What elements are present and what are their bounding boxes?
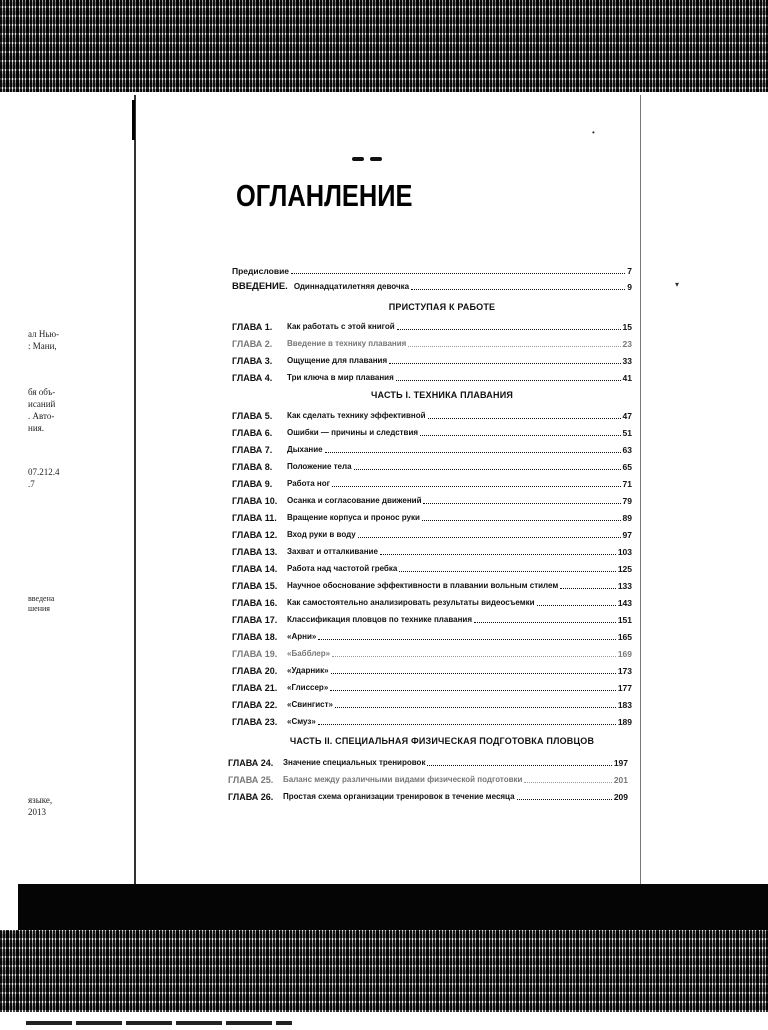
chapter-title: Как работать с этой книгой <box>287 322 395 331</box>
leader-dots <box>517 799 612 800</box>
chapter-title: Три ключа в мир плавания <box>287 373 394 382</box>
chapter-title: Работа ног <box>287 479 330 488</box>
chapter-label: ГЛАВА 22. <box>232 700 278 710</box>
toc-row-chapter <box>228 754 628 768</box>
leader-dots <box>335 707 616 708</box>
chapter-title: «Смуз» <box>287 717 316 726</box>
toc-row-chapter <box>232 560 632 574</box>
leader-dots <box>325 452 621 453</box>
leader-dots <box>427 765 611 766</box>
toc-entry-label: ВВЕДЕНИЕ. <box>232 281 288 292</box>
page-title: ОГЛАНЛЕНИЕ <box>236 178 413 213</box>
left-fragment: введена шения <box>28 594 55 613</box>
page-edge-right <box>640 95 641 885</box>
leader-dots <box>423 503 620 504</box>
chapter-page-number: 189 <box>617 717 632 727</box>
chapter-label: ГЛАВА 5. <box>232 411 273 421</box>
leader-dots <box>389 363 620 364</box>
chapter-page-number: 97 <box>622 530 632 540</box>
leader-dots <box>537 605 616 606</box>
chapter-page-number: 173 <box>617 666 632 676</box>
toc-row-chapter <box>232 458 632 472</box>
leader-dots <box>524 782 611 783</box>
chapter-label: ГЛАВА 9. <box>232 479 273 489</box>
chapter-page-number: 63 <box>622 445 632 455</box>
chapter-title: Ошибки — причины и следствия <box>287 428 419 437</box>
toc-row-chapter <box>232 509 632 523</box>
scan-gap <box>0 92 140 102</box>
chapter-page-number: 209 <box>613 792 628 802</box>
leader-dots <box>422 520 621 521</box>
leader-dots <box>420 435 620 436</box>
scan-bottom-strip <box>0 1012 768 1024</box>
chapter-label: ГЛАВА 10. <box>232 496 278 506</box>
chapter-page-number: 169 <box>617 649 632 659</box>
chapter-title: Простая схема организации тренировок в течение месяца <box>283 792 515 801</box>
scan-noise-top <box>0 0 768 92</box>
section-heading: ЧАСТЬ I. ТЕХНИКА ПЛАВАНИЯ <box>370 390 514 400</box>
chapter-label: ГЛАВА 15. <box>232 581 278 591</box>
chapter-title: Дыхание <box>287 445 323 454</box>
chapter-label: ГЛАВА 19. <box>232 649 278 659</box>
toc-row-chapter <box>232 526 632 540</box>
chapter-label: ГЛАВА 7. <box>232 445 273 455</box>
chapter-page-number: 89 <box>622 513 632 523</box>
toc-row-chapter <box>232 407 632 421</box>
toc-row-chapter <box>232 679 632 693</box>
chapter-title: Работа над частотой гребка <box>287 564 398 573</box>
chapter-page-number: 23 <box>622 339 632 349</box>
leader-dots <box>330 690 616 691</box>
leader-dots <box>332 656 616 657</box>
chapter-page-number: 151 <box>617 615 632 625</box>
chapter-label: ГЛАВА 11. <box>232 513 277 523</box>
chapter-label: ГЛАВА 20. <box>232 666 278 676</box>
chapter-page-number: 143 <box>617 598 632 608</box>
chapter-title: Захват и отталкивание <box>287 547 378 556</box>
chapter-title: Вращение корпуса и пронос руки <box>287 513 420 522</box>
chapter-page-number: 103 <box>617 547 632 557</box>
chapter-label: ГЛАВА 16. <box>232 598 278 608</box>
chapter-label: ГЛАВА 25. <box>228 775 274 785</box>
page-edge-left <box>134 95 136 885</box>
toc-row-chapter <box>232 662 632 676</box>
toc-page-number: 7 <box>627 266 632 276</box>
chapter-label: ГЛАВА 4. <box>232 373 273 383</box>
chapter-page-number: 51 <box>622 428 632 438</box>
chapter-title: Баланс между различными видами физической подготовки <box>283 775 523 784</box>
toc-row-chapter <box>228 771 628 785</box>
chapter-label: ГЛАВА 3. <box>232 356 273 366</box>
leader-dots <box>354 469 621 470</box>
left-fragment: ал Нью- : Мани, <box>28 329 60 351</box>
leader-dots <box>408 346 620 347</box>
scan-speck: • <box>592 128 595 137</box>
ornament-icon <box>352 148 388 166</box>
chapter-page-number: 177 <box>617 683 632 693</box>
toc-row-chapter <box>232 441 632 455</box>
chapter-page-number: 197 <box>613 758 628 768</box>
scan-black-band <box>18 884 768 934</box>
chapter-label: ГЛАВА 8. <box>232 462 273 472</box>
chapter-label: ГЛАВА 24. <box>228 758 274 768</box>
chapter-label: ГЛАВА 1. <box>232 322 273 332</box>
chapter-label: ГЛАВА 6. <box>232 428 273 438</box>
left-fragment: бя объ- исаний . Авто- ния. <box>28 387 56 433</box>
leader-dots <box>331 673 616 674</box>
chapter-page-number: 65 <box>622 462 632 472</box>
chapter-title: Как самостоятельно анализировать результаты видеосъемки <box>287 598 535 607</box>
chapter-title: Положение тела <box>287 462 352 471</box>
chapter-page-number: 183 <box>617 700 632 710</box>
chapter-title: «Бабблер» <box>287 649 331 658</box>
chapter-title: «Свингист» <box>287 700 333 709</box>
chapter-title: Ощущение для плавания <box>287 356 388 365</box>
leader-dots <box>560 588 616 589</box>
left-fragment: 07.212.4 .7 <box>28 467 60 489</box>
chapter-page-number: 133 <box>617 581 632 591</box>
toc-entry-title: Одиннадцатилетняя девочка <box>293 282 410 291</box>
chapter-title: Вход руки в воду <box>287 530 356 539</box>
scan-noise-bottom <box>0 930 768 1024</box>
toc-row-chapter <box>232 628 632 642</box>
toc-row-chapter <box>232 645 632 659</box>
toc-row-intro <box>232 278 632 292</box>
chapter-label: ГЛАВА 23. <box>232 717 278 727</box>
chapter-label: ГЛАВА 18. <box>232 632 278 642</box>
leader-dots <box>396 380 621 381</box>
leader-dots <box>358 537 621 538</box>
chapter-label: ГЛАВА 2. <box>232 339 273 349</box>
leader-dots <box>332 486 621 487</box>
page-edge-mark <box>132 100 135 140</box>
leader-dots <box>318 639 616 640</box>
chapter-title: «Ударник» <box>287 666 329 675</box>
chapter-title: Осанка и согласование движений <box>287 496 422 505</box>
chapter-page-number: 71 <box>622 479 632 489</box>
chapter-label: ГЛАВА 12. <box>232 530 278 540</box>
toc-row-chapter <box>232 335 632 349</box>
chapter-label: ГЛАВА 17. <box>232 615 278 625</box>
leader-dots <box>399 571 615 572</box>
chapter-page-number: 79 <box>622 496 632 506</box>
chapter-label: ГЛАВА 26. <box>228 792 274 802</box>
chapter-label: ГЛАВА 14. <box>232 564 278 574</box>
chapter-title: «Арни» <box>287 632 317 641</box>
leader-dots <box>428 418 621 419</box>
chapter-page-number: 33 <box>622 356 632 366</box>
chapter-title: Научное обоснование эффективности в плавании вольным стилем <box>287 581 559 590</box>
chapter-title: Как сделать технику эффективной <box>287 411 426 420</box>
toc-page-number: 9 <box>627 282 632 292</box>
leader-dots <box>411 289 625 290</box>
toc-row-chapter <box>232 611 632 625</box>
toc-row-chapter <box>232 713 632 727</box>
chapter-title: Значение специальных тренировок <box>283 758 426 767</box>
scan-speck: ▾ <box>675 280 680 289</box>
toc-row-chapter <box>232 475 632 489</box>
leader-dots <box>474 622 616 623</box>
chapter-title: «Глиссер» <box>287 683 329 692</box>
section-heading: ПРИСТУПАЯ К РАБОТЕ <box>388 302 496 312</box>
leader-dots <box>291 273 625 274</box>
chapter-label: ГЛАВА 13. <box>232 547 278 557</box>
chapter-label: ГЛАВА 21. <box>232 683 278 693</box>
leader-dots <box>318 724 616 725</box>
toc-row-chapter <box>232 369 632 383</box>
toc-row-chapter <box>232 594 632 608</box>
chapter-page-number: 41 <box>622 373 632 383</box>
toc-row-chapter <box>232 352 632 366</box>
toc-row-chapter <box>232 318 632 332</box>
toc-entry-label: Предисловие <box>232 266 290 276</box>
chapter-page-number: 15 <box>622 322 632 332</box>
chapter-page-number: 125 <box>617 564 632 574</box>
chapter-title: Введение в технику плавания <box>287 339 407 348</box>
chapter-page-number: 201 <box>613 775 628 785</box>
chapter-title: Классификация пловцов по технике плавания <box>287 615 473 624</box>
chapter-page-number: 47 <box>622 411 632 421</box>
section-heading: ЧАСТЬ II. СПЕЦИАЛЬНАЯ ФИЗИЧЕСКАЯ ПОДГОТОВКА ПЛОВЦОВ <box>289 736 595 746</box>
toc-row-chapter <box>232 424 632 438</box>
left-fragment: языке, 2013 <box>28 795 53 817</box>
toc-row-chapter <box>232 492 632 506</box>
leader-dots <box>397 329 621 330</box>
toc-row-chapter <box>232 543 632 557</box>
toc-row-chapter <box>232 577 632 591</box>
toc-row-chapter <box>228 788 628 802</box>
toc-row-preface <box>232 262 632 276</box>
chapter-page-number: 165 <box>617 632 632 642</box>
toc-row-chapter <box>232 696 632 710</box>
leader-dots <box>380 554 616 555</box>
